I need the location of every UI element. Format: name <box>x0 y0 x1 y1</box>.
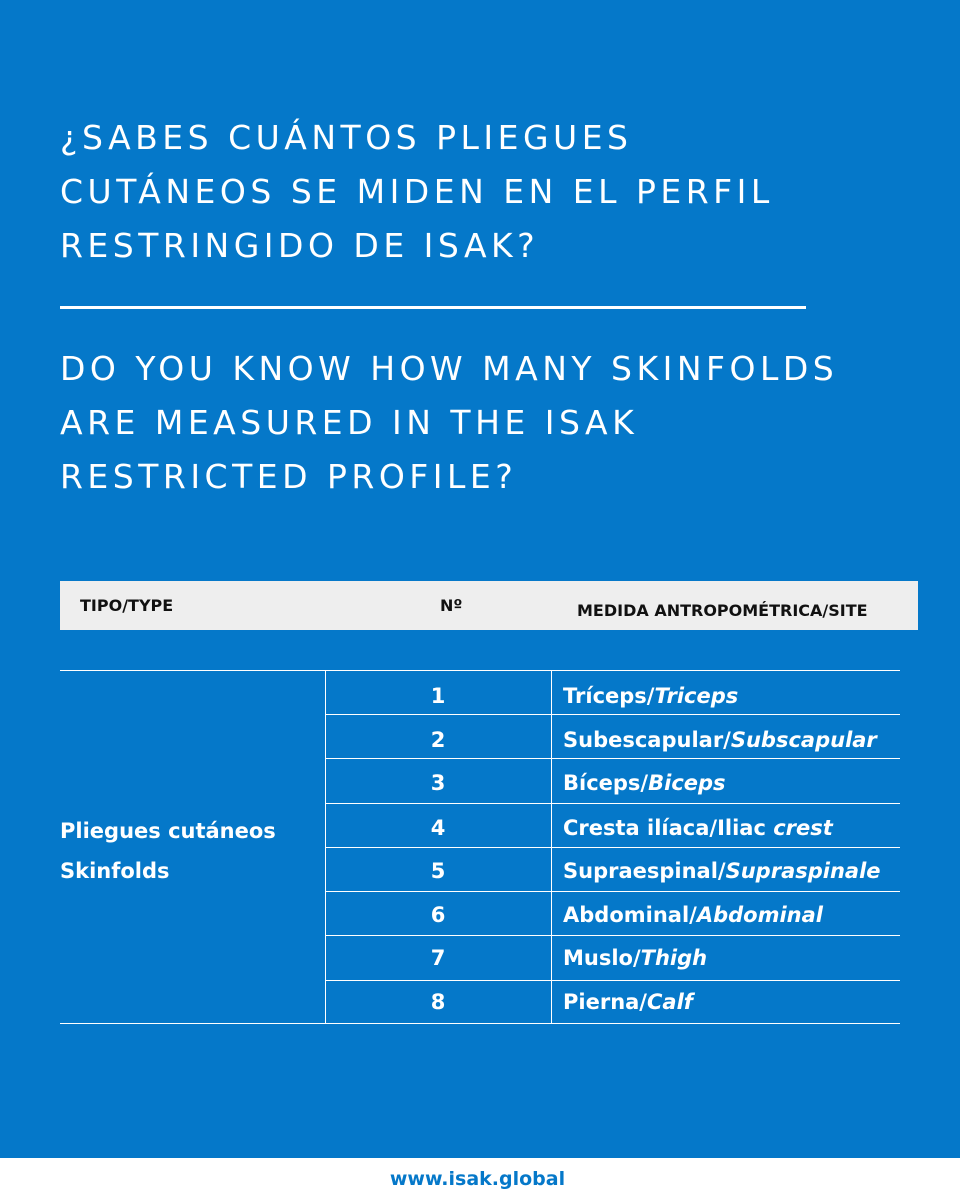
row-site <box>563 945 707 971</box>
row-separator <box>325 891 900 892</box>
table-header <box>60 581 918 630</box>
question-en-line-3: RESTRICTED PROFILE? <box>60 457 518 496</box>
question-es-line-3: RESTRINGIDO DE ISAK? <box>60 226 540 265</box>
row-separator <box>325 714 900 715</box>
footer-url: www.isak.global <box>389 1168 566 1190</box>
row-separator <box>325 935 900 936</box>
site-es: Subescapular/ <box>563 728 731 752</box>
table-top-border <box>60 670 900 671</box>
row-separator <box>325 847 900 848</box>
site-en: Subscapular <box>730 728 877 752</box>
row-separator <box>325 803 900 804</box>
row-number: 6 <box>430 903 446 927</box>
row-separator <box>325 980 900 981</box>
row-number: 8 <box>430 990 446 1014</box>
header-site: MEDIDA ANTROPOMÉTRICA/SITE <box>577 601 868 620</box>
row-site <box>563 815 833 841</box>
question-spanish <box>60 111 774 273</box>
footer-bar <box>0 1158 960 1200</box>
row-site <box>563 683 738 709</box>
site-en: crest <box>773 816 833 840</box>
header-number: Nº <box>440 596 463 615</box>
row-site <box>563 727 877 753</box>
question-en-line-2: ARE MEASURED IN THE ISAK <box>60 403 639 442</box>
site-es: Muslo/ <box>563 946 641 970</box>
type-cell <box>60 811 276 891</box>
type-english: Skinfolds <box>60 859 170 883</box>
site-es: Tríceps/ <box>563 684 655 708</box>
row-site <box>563 858 881 884</box>
site-en: Calf <box>646 990 693 1014</box>
divider-line <box>60 306 806 309</box>
row-site <box>563 989 693 1015</box>
row-number: 3 <box>430 771 446 795</box>
row-separator <box>325 758 900 759</box>
row-site <box>563 770 726 796</box>
table-bottom-border <box>60 1023 900 1024</box>
type-spanish: Pliegues cutáneos <box>60 819 276 843</box>
site-es: Bíceps/ <box>563 771 649 795</box>
site-en: Supraspinale <box>725 859 881 883</box>
site-es: Abdominal/ <box>563 903 697 927</box>
header-type: TIPO/TYPE <box>80 596 174 615</box>
question-english <box>60 342 838 504</box>
question-es-line-2: CUTÁNEOS SE MIDEN EN EL PERFIL <box>60 172 774 211</box>
site-es: Supraespinal/ <box>563 859 726 883</box>
site-es: Cresta ilíaca/Iliac <box>563 816 774 840</box>
site-en: Thigh <box>640 946 708 970</box>
site-en: Triceps <box>654 684 739 708</box>
question-es-line-1: ¿SABES CUÁNTOS PLIEGUES <box>60 118 633 157</box>
row-number: 1 <box>430 684 446 708</box>
site-en: Biceps <box>648 771 726 795</box>
row-number: 4 <box>430 816 446 840</box>
row-site <box>563 902 823 928</box>
row-number: 5 <box>430 859 446 883</box>
row-number: 7 <box>430 946 446 970</box>
question-en-line-1: DO YOU KNOW HOW MANY SKINFOLDS <box>60 349 839 388</box>
site-en: Abdominal <box>696 903 823 927</box>
row-number: 2 <box>430 728 446 752</box>
site-es: Pierna/ <box>563 990 647 1014</box>
